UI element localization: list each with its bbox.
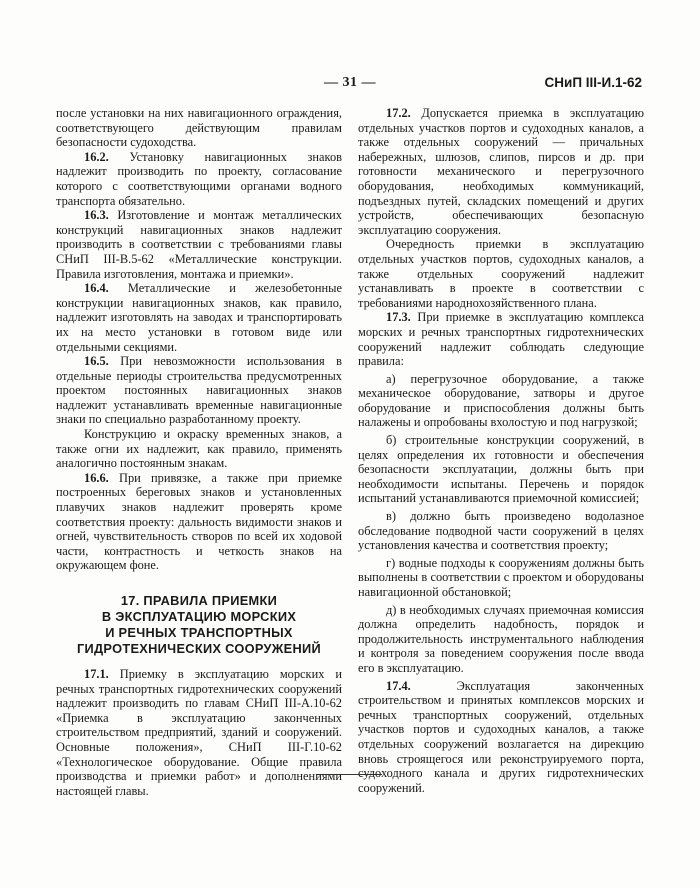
clause-number: 17.3. <box>386 310 411 325</box>
paragraph-16-2 <box>56 150 342 208</box>
section-title-line: И РЕЧНЫХ ТРАНСПОРТНЫХ <box>105 625 293 640</box>
paragraph-text: Металлические и железобетонные конструкции навигационных знаков, как правило, надлежит изготовлять на заводах и транспортировать их на место установки в готовом виде или отдельными секциями. <box>56 281 342 354</box>
clause-number: 16.6. <box>84 470 109 485</box>
paragraph-text: после установки на них навигационного ограждения, соответствующего действующим правилам безопасности судоходства. <box>56 106 342 150</box>
list-item-v <box>358 509 644 553</box>
paragraph-17-2 <box>358 106 644 237</box>
paragraph-16-5 <box>56 354 342 427</box>
paragraph-temporary-signs <box>56 427 342 471</box>
clause-number: 16.2. <box>84 149 109 164</box>
paragraph-17-3 <box>358 310 644 368</box>
paragraph-17-4 <box>358 679 644 796</box>
list-item-text: а) перегрузочное оборудование, а также механическое оборудование, затворы и другое оборудование и приспособления должны быть налажены и опробованы вхолостую и под нагрузкой; <box>358 371 644 430</box>
right-column <box>358 106 644 795</box>
paragraph-16-6 <box>56 471 342 573</box>
section-title-line: ГИДРОТЕХНИЧЕСКИХ СООРУЖЕНИЙ <box>76 641 322 656</box>
paragraph-text: Конструкцию и окраску временных знаков, а также огни их надлежит, как правило, применять аналогично постоянным знакам. <box>56 427 342 471</box>
clause-number: 17.4. <box>386 678 411 693</box>
clause-number: 16.5. <box>84 354 109 369</box>
list-item-text: б) строительные конструкции сооружений, в целях определения их готовности и обеспечения безопасности эксплуатации, должны быть при необходимости испытаны. Перечень и порядок испытаний устанавливаются приемочной комиссией; <box>358 433 644 506</box>
document-code: СНиП III-И.1-62 <box>544 75 642 90</box>
page-number: — 31 — <box>324 75 376 90</box>
paragraph-16-4 <box>56 281 342 354</box>
paragraph-17-1 <box>56 667 342 798</box>
paragraph-text: Установку навигационных знаков надлежит производить по проекту, согласование которого с соответствующими органами водного транспорта обязательно. <box>56 149 342 208</box>
list-item-text: д) в необходимых случаях приемочная комиссия должна определить надобность, порядок и продолжительность инструментального наблюдения и контроля за поведением сооружения после ввода его в эксплуатацию. <box>358 602 644 675</box>
clause-number: 16.3. <box>84 208 109 223</box>
section-title <box>56 593 342 657</box>
paragraph-order-of-acceptance <box>358 237 644 310</box>
paragraph-text: При приемке в эксплуатацию комплекса морских и речных транспортных гидротехнических сооружений надлежит соблюдать следующие правила: <box>358 310 644 369</box>
paragraph-text: Эксплуатация законченных строительством и принятых комплексов морских и речных транспортных сооружений, отдельных участков портов и судоходных каналов, а также отдельных сооружений возлагается на дирекцию вновь строящегося или реконструируемого порта, судоходного канала и других гидротехнических сооружений. <box>358 678 644 795</box>
list-item-a <box>358 372 644 430</box>
section-title-line: 17. ПРАВИЛА ПРИЕМКИ <box>120 593 278 608</box>
list-item-text: г) водные подходы к сооружениям должны быть выполнены в соответствии с проектом и оборудованы навигационной обстановкой; <box>358 555 644 599</box>
list-item-d <box>358 603 644 676</box>
paragraph-text: Допускается приемка в эксплуатацию отдельных участков портов и судоходных каналов, а также отдельных сооружений — причальных набережных, шлюзов, слипов, пирсов и др. при готовности механического и перегрузочного оборудования, необходимых коммуникаций, подъездных путей, складских помещений и других устройств, обеспечивающих безопасную эксплуатацию сооружения. <box>358 106 644 237</box>
paragraph-text: Изготовление и монтаж металлических конструкций навигационных знаков надлежит производить в соответствии с требованиями главы СНиП III-В.5-62 «Металлические конструкции. Правила изготовления, монтажа и приемки». <box>56 208 342 281</box>
paragraph-text: Приемку в эксплуатацию морских и речных транспортных гидротехнических сооружений надлежит производить по главам СНиП III-А.10-62 «Приемка в эксплуатацию законченных строительством предприятий, зданий и сооружений. Основные положения», СНиП III-Г.10-62 «Технологическое оборудование. Общие правила производства и приемки работ» и дополнениями настоящей главы. <box>56 667 342 798</box>
paragraph-text: Очередность приемки в эксплуатацию отдельных участков портов, судоходных каналов, а также отдельных сооружений надлежит устанавливать в проекте в соответствии с требованиями народнохозяйственного плана. <box>358 237 644 310</box>
clause-number: 16.4. <box>84 281 109 296</box>
end-divider <box>316 774 382 775</box>
paragraph-text: При невозможности использования в отдельные периоды строительства предусмотренных проектом постоянных навигационных знаков надлежит устанавливать временные навигационные знаки по специально разработанному проекту. <box>56 354 342 427</box>
section-title-line: В ЭКСПЛУАТАЦИЮ МОРСКИХ <box>101 609 297 624</box>
paragraph-16-1-end <box>56 106 342 150</box>
clause-number: 17.2. <box>386 106 411 120</box>
left-column <box>56 106 342 798</box>
paragraph-text: При привязке, а также при приемке построенных береговых знаков и установленных плавучих знаков надлежит проверять кроме соответствия проекту: дальность видимости знаков и огней, чувствительность створов по всей их ходовой части, контрастность и четкость знаков на окружающем фоне. <box>56 470 342 573</box>
paragraph-16-3 <box>56 208 342 281</box>
list-item-g <box>358 556 644 600</box>
list-item-text: в) должно быть произведено водолазное обследование подводной части сооружений в целях установления качества и соответствия проекту; <box>358 509 644 553</box>
list-item-b <box>358 433 644 506</box>
clause-number: 17.1. <box>84 667 109 681</box>
